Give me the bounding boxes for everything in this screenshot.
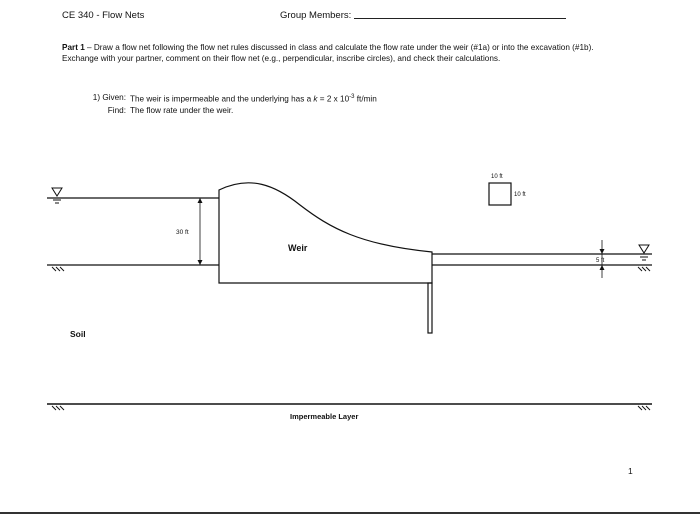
- scale-10ft-top-label: 10 ft: [491, 174, 503, 180]
- ground-hatch-lower-left: [52, 406, 64, 410]
- soil-label: Soil: [70, 329, 86, 339]
- page-number: 1: [628, 466, 633, 476]
- part1-title: Part 1: [62, 43, 85, 52]
- given-k: k: [313, 94, 318, 104]
- problem-number: 1): [92, 93, 101, 102]
- group-members-label: Group Members:: [280, 10, 352, 21]
- ground-hatch-upper-right: [638, 267, 650, 271]
- given-text-b: = 2 x 10: [317, 94, 350, 104]
- dim-arrow-up: [198, 198, 203, 203]
- ground-hatch-lower-right: [638, 406, 650, 410]
- impermeable-layer-label: Impermeable Layer: [290, 412, 359, 421]
- dim-5ft-arrow-top: [600, 249, 605, 254]
- bottom-rule: [0, 512, 700, 514]
- find-text: The flow rate under the weir.: [130, 105, 234, 115]
- find-label: Find:: [107, 105, 126, 115]
- part1-text: – Draw a flow net following the flow net rules discussed in class and calculate the flow rate under the weir (#1a) or into the excavation (#1b). Exchange with your partner, comment on their flow net (e.g., perpendicular, inscribe circles), and check their calculations.: [62, 43, 594, 63]
- dim-5ft-arrow-bottom: [600, 265, 605, 270]
- scale-10ft-side-label: 10 ft: [514, 192, 526, 198]
- given-label-text: Given:: [102, 93, 126, 102]
- dim-30ft-label: 30 ft: [176, 229, 189, 236]
- dim-5ft-label: 5 ft: [596, 258, 605, 264]
- sheet-pile: [428, 283, 432, 333]
- weir-label: Weir: [288, 243, 308, 253]
- ground-hatch-upper-left: [52, 267, 64, 271]
- course-title: CE 340 - Flow Nets: [62, 10, 145, 21]
- water-table-symbol-left: [52, 188, 62, 203]
- given-exp: -3: [349, 94, 355, 100]
- weir-body: [219, 183, 432, 283]
- given-text-c: ft/min: [354, 94, 377, 104]
- given-text-a: The weir is impermeable and the underlying has a: [130, 94, 314, 104]
- scale-square: [489, 183, 511, 205]
- water-table-symbol-right: [639, 245, 649, 260]
- dim-arrow-down: [198, 260, 203, 265]
